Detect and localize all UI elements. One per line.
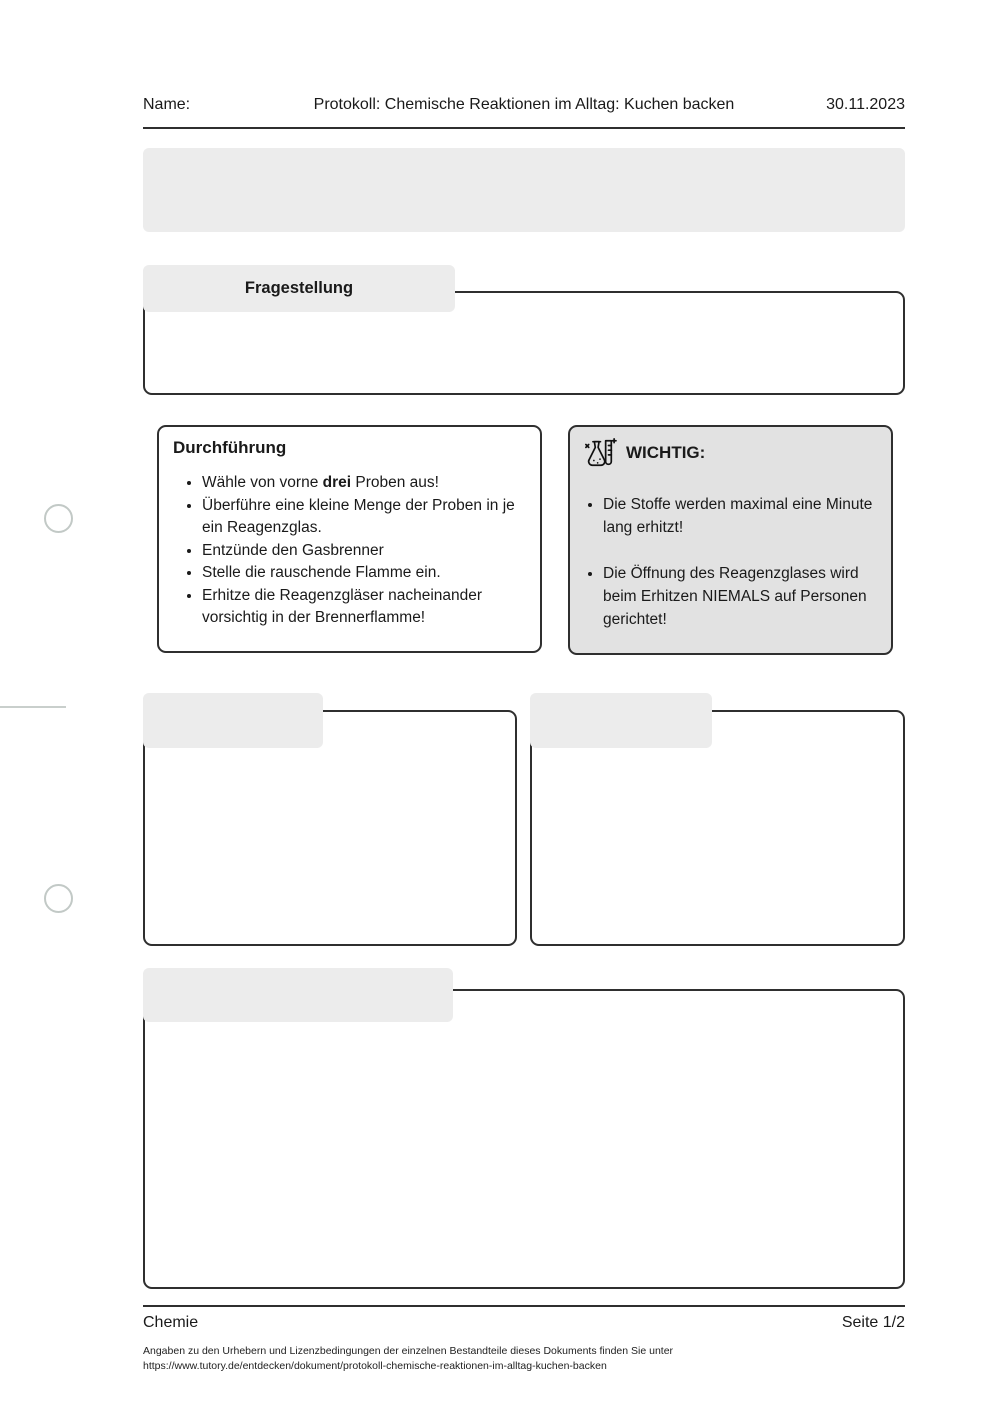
instruction-item: • Stelle die rauschende Flamme ein. [202,562,526,585]
safety-note-item: • Die Stoffe werden maximal eine Minute lang erhitzt! [603,493,878,539]
instruction-item: • Überführe eine kleine Menge der Proben in je ein Reagenzglas. [202,495,526,540]
hole-punch-mark-top [44,504,73,533]
page-number: Seite 1/2 [841,1314,905,1331]
wichtig-header [583,437,878,469]
name-label: Name: [143,96,191,113]
page-footer [143,1314,905,1332]
hole-punch-mark-bottom [44,884,73,913]
subject-label: Chemie [143,1314,199,1331]
durchfuehrung-title: Durchführung [173,438,287,457]
license-note [143,1344,905,1373]
answer-tab-left [143,693,323,748]
instruction-item: • Wähle von vorne drei Proben aus! [202,472,526,495]
safety-note-item: • Die Öffnung des Reagenzglases wird beim Erhitzen NIEMALS auf Personen gerichtet! [603,562,878,631]
fragestellung-tab: Fragestellung [143,265,455,312]
answer-box-bottom [143,989,905,1289]
answer-tab-right [530,693,712,748]
safety-note-list [583,493,878,631]
document-title: Protokoll: Chemische Reaktionen im Alltag: Kuchen backen [313,96,735,113]
wichtig-title: WICHTIG: [626,443,706,462]
durchfuehrung-box [157,425,542,653]
license-url: https://www.tutory.de/entdecken/dokument/protokoll-chemische-reaktionen-im-alltag-kuchen-backen [143,1359,607,1372]
fold-mark-line [0,706,66,708]
instruction-list [173,472,526,630]
date-label: 30.11.2023 [826,96,905,113]
header-divider [143,127,905,129]
footer-divider [143,1305,905,1307]
wichtig-note-box [568,425,893,655]
page-header [143,96,905,120]
empty-header-block [143,148,905,232]
instruction-item: • Erhitze die Reagenzgläser nacheinander vorsichtig in der Brennerflamme! [202,585,526,630]
flask-sparkle-icon [583,437,617,469]
license-line: Angaben zu den Urhebern und Lizenzbedingungen der einzelnen Bestandteile dieses Dokuments finden Sie unter [143,1345,674,1357]
instruction-item: • Entzünde den Gasbrenner [202,540,526,563]
answer-tab-bottom [143,968,453,1022]
